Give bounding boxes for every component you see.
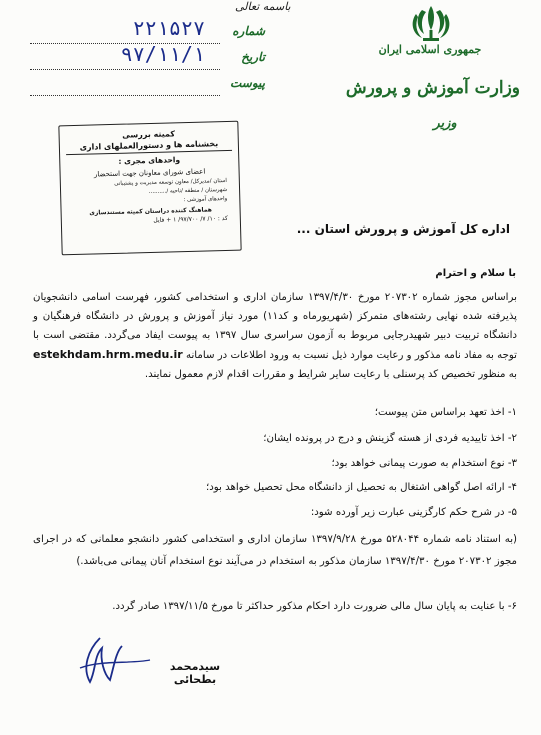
signer-name: سیدمحمد بطحائی [169, 660, 221, 686]
review-committee-stamp [58, 121, 241, 256]
date-value: ۹۷/۱۱/۱ [120, 42, 205, 66]
portal-url: estekhdam.hrm.medu.ir [33, 348, 183, 361]
ministry-name: وزارت آموزش و پرورش [345, 78, 520, 98]
number-value: ۲۲۱۵۲۷ [132, 16, 205, 40]
list-item: ۵- در شرح حکم کارگزینی عبارت زیر آورده شود: [310, 507, 517, 518]
number-label: شماره [232, 24, 265, 38]
letter-number-row [30, 16, 265, 44]
country-name: جمهوری اسلامی ایران [378, 43, 482, 56]
letter-attachment-row [30, 74, 265, 96]
body-text-after-url: به منظور تخصیص کد پرسنلی با رعایت سایر شرایط و مقررات اقدام لازم معمول نمایند. [144, 369, 517, 380]
body-paragraph [33, 288, 517, 384]
stamp-line-units: واحدهای آموزشی : [183, 195, 228, 204]
stamp-line-province: استان /مدیرکل/ معاون توسعه مدیریت و پشتیبانی [114, 177, 227, 187]
list-item: ۳- نوع استخدام به صورت پیمانی خواهد بود؛ [331, 458, 517, 469]
list-item: (به استناد نامه شماره ۵۲۸۰۴۴ مورخ ۱۳۹۷/۹/۲۸ سازمان اداری و استخدامی کشور دانشجو معلمانی که در اجرای مجوز ۲۰۷۳۰۲ مورخ ۱۳۹۷/۴/۳۰ سازمان مذکور به استخدام در می‌آیند نوع استخدام آنان پیمانی می‌باشد.) [33, 534, 518, 567]
stamp-committee: کمیته بررسی [122, 129, 176, 140]
addressee: اداره کل آموزش و پرورش استان ... [296, 222, 510, 236]
stamp-units-title: واحدهای مجری : [118, 155, 181, 166]
stamp-circulars: بخشنامه ها و دستورالعملهای اداری [66, 139, 232, 155]
body-text-before-url: براساس مجوز شماره ۲۰۷۳۰۲ مورخ ۱۳۹۷/۴/۳۰ سازمان اداری و استخدامی کشور، فهرست اسامی دانشجویان پذیرفته شده نهایی رشته‌های متمرکز (شهریورماه و کد۱۱) مورد نیاز آموزش و پرورش در دانشگاه فرهنگیان و دانشگاه تربیت دبیر شهیدرجایی مربوط به آزمون سراسری سال ۱۳۹۷ به پیوست ایفاد می‌گردد. مقتضی است با توجه به مفاد نامه مذکور و رعایت موارد ذیل نسبت به ورود اطلاعات در سامانه [33, 292, 518, 361]
date-line [30, 69, 220, 70]
stamp-code: کد : ۱۰/ ۷/ ۹۷/۷۰۰/ ۱ + فایل [153, 214, 228, 224]
stamp-coordinator: هماهنگ کننده دراستان کمیته مستندسازی [89, 206, 212, 217]
letter-date-row [30, 42, 265, 70]
stamp-council: اعضای شورای معاونان جهت استحضار [93, 167, 206, 179]
bismillah: باسمه تعالی [235, 0, 291, 13]
stamp-line-city: شهرستان / منطقه /ناحیه /.......... [148, 186, 228, 196]
letter-body [33, 288, 517, 384]
list-item: ۶- با عنایت به پایان سال مالی ضرورت دارد احکام مذکور حداکثر تا مورخ ۱۳۹۷/۱۱/۵ صادر گردد. [112, 601, 517, 612]
greeting: با سلام و احترام [435, 268, 516, 279]
attachment-label: پیوست [230, 76, 265, 90]
attachment-line [30, 95, 220, 96]
date-label: تاریخ [241, 50, 265, 64]
office-title: وزیر [433, 116, 457, 131]
list-item: ۴- ارائه اصل گواهی اشتغال به تحصیل از دانشگاه محل تحصیل خواهد بود؛ [206, 482, 517, 493]
iran-emblem-icon [404, 4, 458, 44]
list-item: ۲- اخذ تاییدیه فردی از هسته گزینش و درج در پرونده ایشان؛ [263, 433, 517, 444]
list-item: ۱- اخذ تعهد براساس متن پیوست؛ [374, 407, 517, 418]
